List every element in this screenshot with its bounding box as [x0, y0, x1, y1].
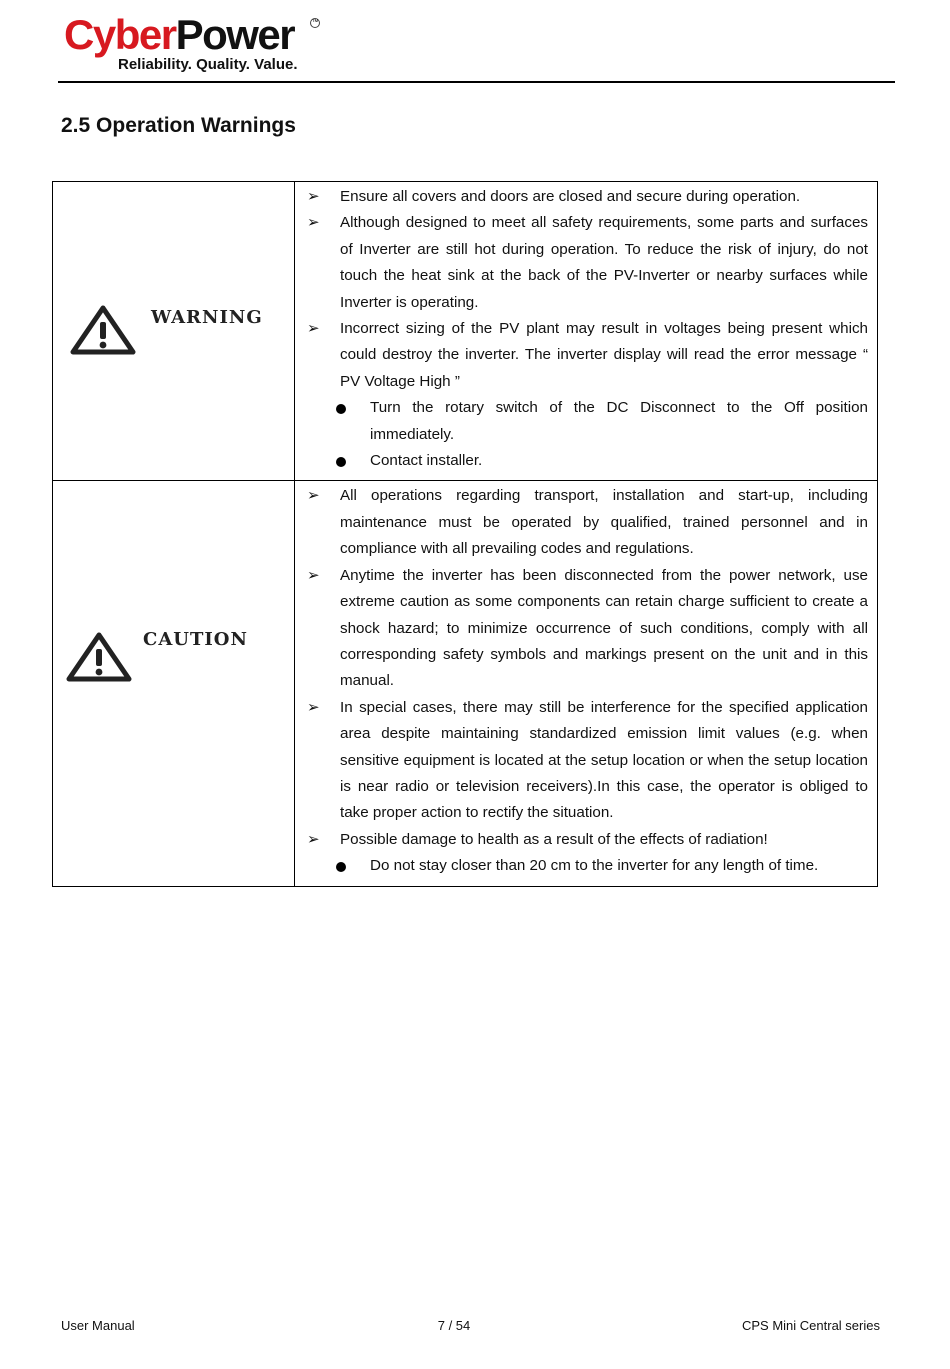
list-item-text: Possible damage to health as a result of the effects of radiation! [340, 830, 768, 848]
sub-list-item-text: Turn the rotary switch of the DC Disconnect to the Off position immediately. [370, 399, 868, 443]
warning-sign-cell [53, 182, 295, 481]
warning-sign [69, 304, 263, 356]
list-item [305, 184, 868, 210]
arrow-bullet-icon: ➢ [307, 487, 320, 505]
arrow-bullet-icon: ➢ [307, 188, 320, 205]
sub-list-item-text: Do not stay closer than 20 cm to the inverter for any length of time. [370, 857, 819, 875]
sub-list-item [305, 853, 868, 879]
list-item-text: Ensure all covers and doors are closed and secure during operation. [340, 188, 801, 205]
list-item [305, 210, 868, 316]
caution-sign [65, 628, 248, 683]
caution-list [305, 483, 868, 879]
caution-label: CAUTION [143, 628, 248, 650]
logo-tagline: Reliability. Quality. Value. [118, 56, 298, 73]
sub-list-item [305, 395, 868, 448]
dot-bullet-icon [336, 404, 346, 414]
logo-power-text: Power [175, 11, 295, 58]
list-item [305, 483, 868, 562]
sub-list-item-text: Contact installer. [370, 452, 483, 470]
header-divider [58, 81, 895, 83]
arrow-bullet-icon: ➢ [307, 698, 320, 716]
dot-bullet-icon [336, 457, 346, 467]
warning-text-cell [295, 182, 878, 481]
warning-row [53, 182, 878, 481]
caution-triangle-icon [65, 631, 133, 683]
caution-text-cell [295, 481, 878, 886]
footer-page-number: 7 / 54 [437, 1318, 471, 1333]
arrow-bullet-icon: ➢ [307, 566, 320, 584]
list-item-text: Anytime the inverter has been disconnected from the power network, use extreme caution as some components can retain charge sufficient to create a shock hazard; to minimize occurrence of such conditions, comply with all corresponding safety symbols and markings present on the unit and in this manual. [340, 566, 868, 690]
warning-triangle-icon [69, 304, 137, 356]
warning-label: WARNING [151, 306, 263, 328]
trademark-mark: ™ [311, 19, 319, 26]
list-item [305, 563, 868, 695]
section-title: 2.5 Operation Warnings [61, 114, 296, 137]
caution-row [53, 481, 878, 886]
logo-cyber-text: Cyber [64, 11, 176, 58]
list-item-text: Incorrect sizing of the PV plant may result in voltages being present which could destroy the inverter. The inverter display will read the error message “ PV Voltage High ” [340, 320, 868, 390]
arrow-bullet-icon: ➢ [307, 830, 320, 848]
arrow-bullet-icon: ➢ [307, 320, 320, 338]
sub-list-item [305, 448, 868, 474]
footer-document-name: User Manual [61, 1318, 135, 1333]
arrow-bullet-icon: ➢ [307, 214, 320, 232]
footer-series-name: CPS Mini Central series [742, 1318, 880, 1333]
operation-warnings-table [52, 181, 878, 887]
dot-bullet-icon [336, 862, 346, 872]
list-item-text: Although designed to meet all safety requirements, some parts and surfaces of Inverter are still hot during operation. To reduce the risk of injury, do not touch the heat sink at the back of the PV-Inverter or nearby surfaces while Inverter is operating. [340, 214, 868, 311]
list-item [305, 827, 868, 853]
list-item-text: In special cases, there may still be interference for the specified application area despite maintaining standardized emission limit values (e.g. when sensitive equipment is located at the setup location or when the setup location is near radio or television receivers).In this case, the operator is obliged to take proper action to rectify the situation. [340, 698, 868, 822]
warning-list [305, 184, 868, 474]
list-item [305, 695, 868, 827]
caution-sign-cell [53, 481, 295, 886]
list-item [305, 316, 868, 395]
list-item-text: All operations regarding transport, installation and start-up, including maintenance must be operated by qualified, trained personnel and in compliance with all prevailing codes and regulations. [340, 487, 868, 558]
